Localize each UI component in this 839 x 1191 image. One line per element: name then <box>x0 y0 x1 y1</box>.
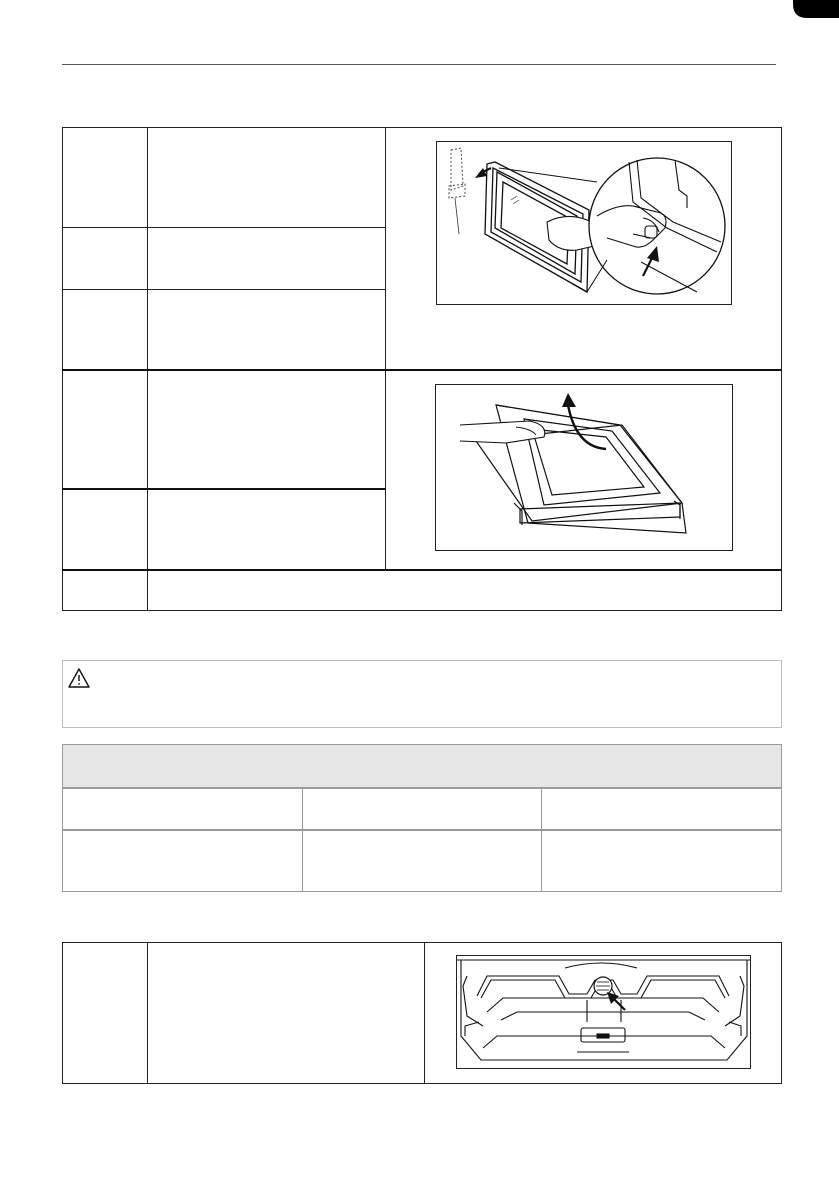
step-text-cell <box>147 228 385 290</box>
spec-cell <box>63 788 303 831</box>
step-text-cell <box>147 570 781 611</box>
spec-cell <box>302 830 542 892</box>
step-number-cell <box>63 290 148 370</box>
corner-tab-mark <box>793 0 839 18</box>
step-number-cell <box>63 228 148 290</box>
step-number-cell <box>63 943 148 1084</box>
spec-cell <box>542 830 782 892</box>
oven-lamp-illustration <box>456 955 751 1069</box>
step-number-cell <box>63 570 148 611</box>
step-text-cell <box>147 370 385 489</box>
step-text-cell <box>147 943 425 1084</box>
step-number-cell <box>63 128 148 228</box>
step-text-cell <box>147 489 385 570</box>
step-number-cell <box>63 370 148 489</box>
header-rule <box>62 64 776 65</box>
step-number-cell <box>63 489 148 570</box>
spec-table-values-row <box>62 829 782 892</box>
spec-cell <box>302 788 542 831</box>
warning-notice-box <box>62 660 782 728</box>
spec-cell <box>542 788 782 831</box>
spec-cell <box>63 830 303 892</box>
table-row <box>63 570 782 611</box>
spec-table-labels-row <box>62 787 782 831</box>
step-text-cell <box>147 290 385 370</box>
warning-triangle-icon <box>67 667 91 689</box>
spec-table-header <box>62 744 782 789</box>
door-glass-removal-illustration <box>436 141 732 305</box>
step-text-cell <box>147 128 385 228</box>
glass-panel-lift-illustration <box>435 384 733 551</box>
